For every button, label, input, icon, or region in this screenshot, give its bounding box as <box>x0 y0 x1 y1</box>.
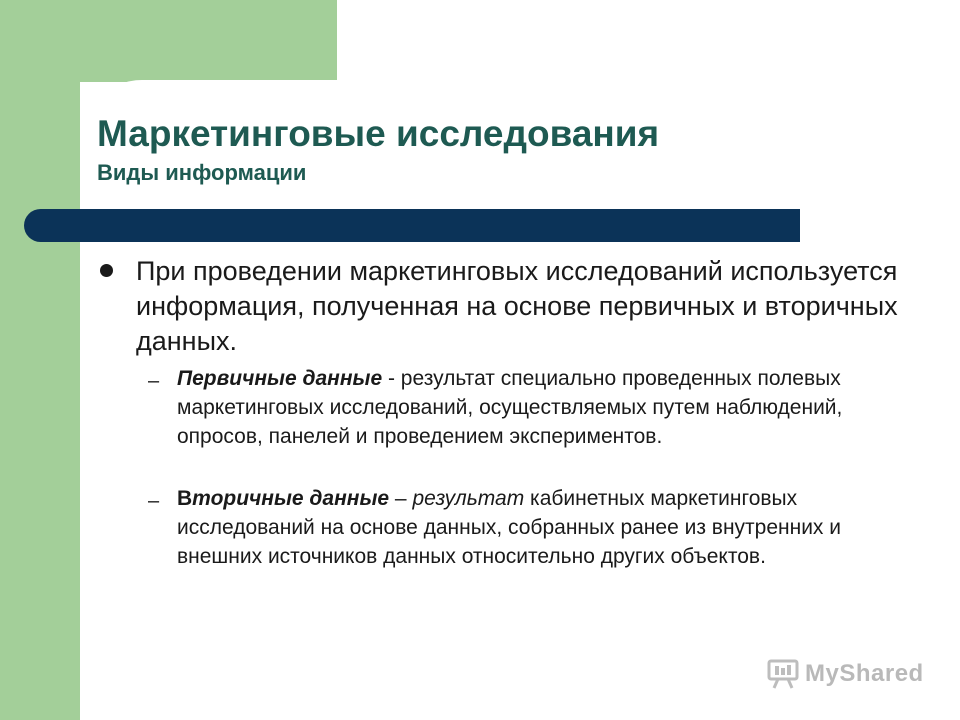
slide-subtitle: Виды информации <box>97 160 307 185</box>
slide-title: Маркетинговые исследования <box>97 113 660 154</box>
presentation-board-icon <box>767 659 799 689</box>
secondary-data-description: кабинетных маркетинговых исследований на основе данных, собранных ранее из внутренних и внешних источников данных относительно других объектов. <box>177 487 842 568</box>
sub-item-secondary-data <box>177 484 897 571</box>
term-secondary-initial: В <box>177 487 193 510</box>
divider-bar <box>24 209 800 242</box>
watermark-text: MyShared <box>805 660 924 687</box>
sub-item-primary-data <box>177 364 897 451</box>
secondary-separator: – <box>389 487 413 510</box>
secondary-italic-word: результат <box>412 487 525 510</box>
primary-data-description: - результат специально проведенных полевых маркетинговых исследований, осуществляемых путем наблюдений, опросов, панелей и проведением экспериментов. <box>177 367 843 448</box>
background-green-left <box>0 0 80 720</box>
bullet-icon <box>100 264 113 277</box>
term-secondary-data: торичные данные <box>192 487 390 510</box>
main-bullet-text: При проведении маркетинговых исследований используется информация, полученная на основе первичных и вторичных данных. <box>136 256 898 356</box>
dash-icon: – <box>148 370 160 392</box>
watermark <box>767 656 927 692</box>
dash-icon: – <box>148 490 160 512</box>
term-primary-data: Первичные данные <box>177 367 383 390</box>
